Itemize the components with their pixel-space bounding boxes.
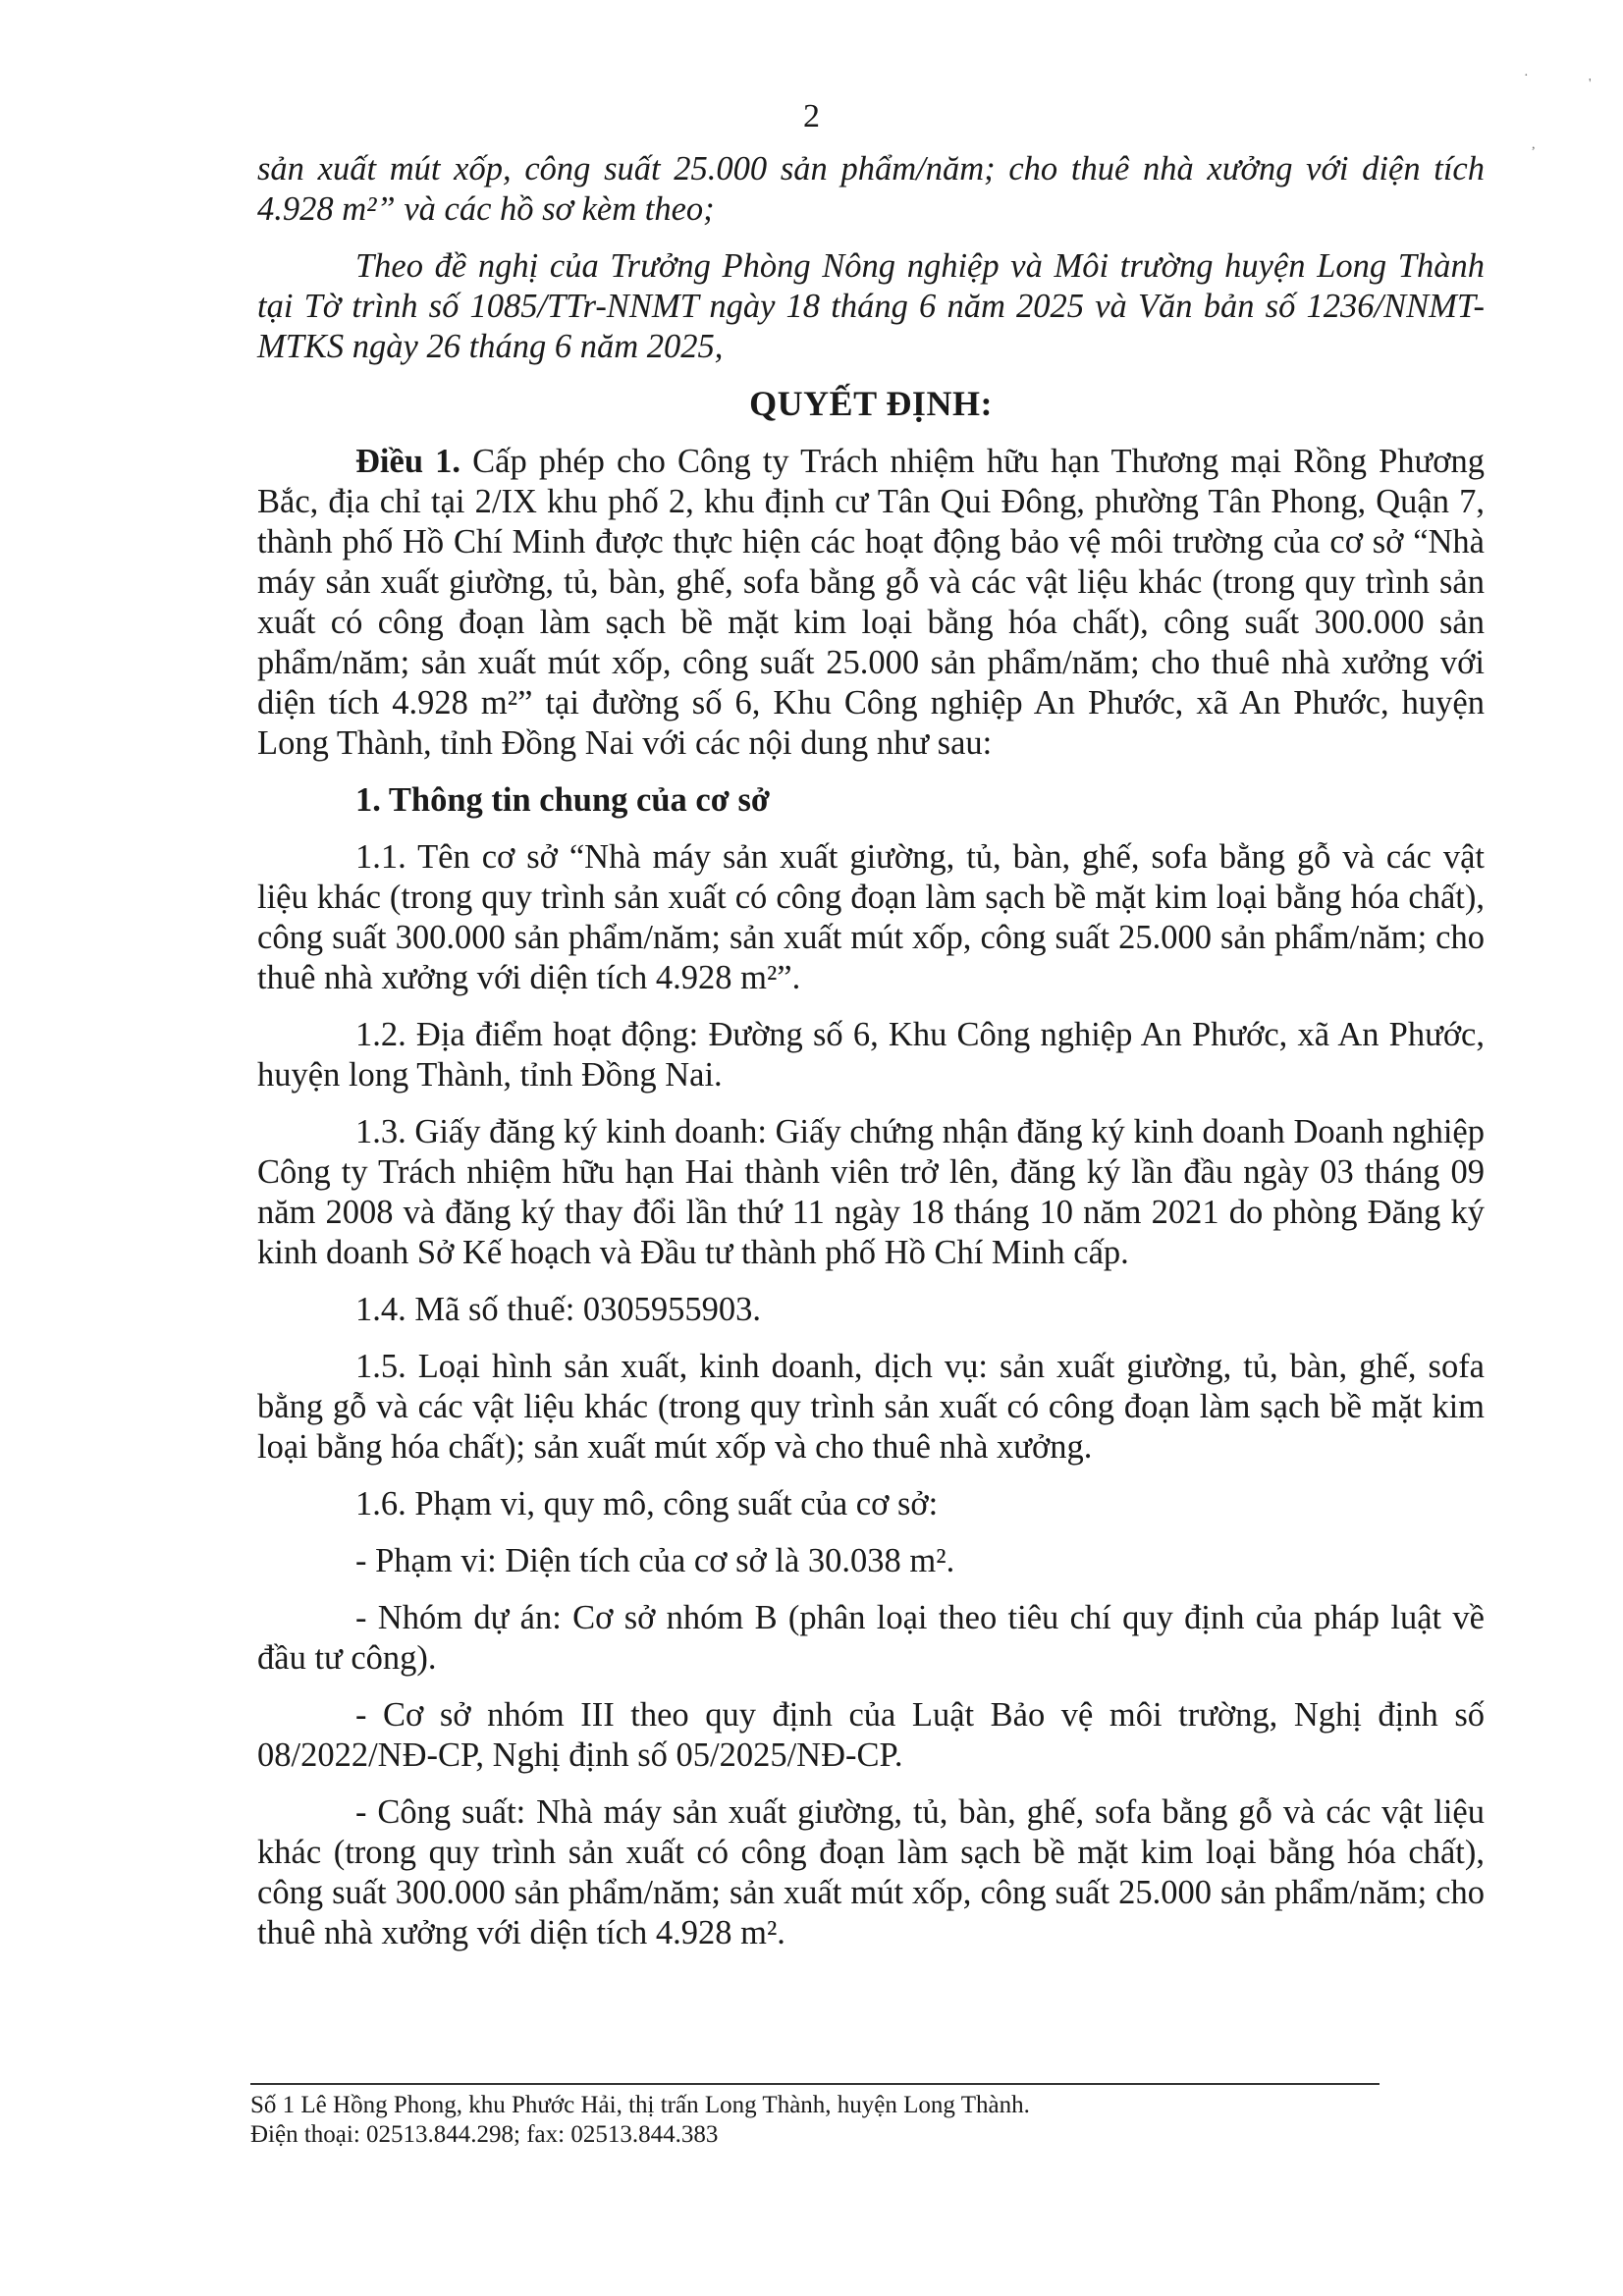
scan-speck: ': [1589, 77, 1592, 91]
page-number: 2: [803, 98, 820, 134]
document-body: [257, 149, 1485, 1970]
item-1-2: 1.2. Địa điểm hoạt động: Đường số 6, Khu Công nghiệp An Phước, xã An Phước, huyện long Thành, tỉnh Đồng Nai.: [257, 1016, 1485, 1094]
article-1: [257, 442, 1485, 764]
item-1-1: 1.1. Tên cơ sở “Nhà máy sản xuất giường, tủ, bàn, ghế, sofa bằng gỗ và các vật liệu khác (trong quy trình sản xuất có công đoạn làm sạch bề mặt kim loại bằng hóa chất), công suất 300.000 sản phẩm/năm; sản xuất mút xốp, công suất 25.000 sản phẩm/năm; cho thuê nhà xưởng với diện tích 4.928 m²”.: [257, 838, 1485, 996]
article-1-label: Điều 1.: [355, 443, 460, 480]
footer-address: Số 1 Lê Hồng Phong, khu Phước Hải, thị trấn Long Thành, huyện Long Thành.: [250, 2092, 1030, 2118]
item-scope: - Phạm vi: Diện tích của cơ sở là 30.038 m².: [355, 1542, 955, 1579]
page-footer: [250, 2083, 1380, 2150]
item-1-6: 1.6. Phạm vi, quy mô, công suất của cơ sở:: [355, 1485, 939, 1522]
scan-speck: ,: [1532, 137, 1536, 152]
section-1-title: 1. Thông tin chung của cơ sở: [355, 781, 770, 819]
item-1-3: 1.3. Giấy đăng ký kinh doanh: Giấy chứng nhận đăng ký kinh doanh Doanh nghiệp Công ty Trách nhiệm hữu hạn Hai thành viên trở lên, đăng ký lần đầu ngày 03 tháng 09 năm 2008 và đăng ký thay đổi lần thứ 11 ngày 18 tháng 10 năm 2021 do phòng Đăng ký kinh doanh Sở Kế hoạch và Đầu tư thành phố Hồ Chí Minh cấp.: [257, 1113, 1485, 1271]
item-capacity: - Công suất: Nhà máy sản xuất giường, tủ, bàn, ghế, sofa bằng gỗ và các vật liệu khác (trong quy trình sản xuất có công đoạn làm sạch bề mặt kim loại bằng hóa chất), công suất 300.000 sản phẩm/năm; sản xuất mút xốp, công suất 25.000 sản phẩm/năm; cho thuê nhà xưởng với diện tích 4.928 m².: [257, 1793, 1485, 1951]
item-group: - Nhóm dự án: Cơ sở nhóm B (phân loại theo tiêu chí quy định của pháp luật về đầu tư công).: [257, 1599, 1485, 1677]
intro-continuation: sản xuất mút xốp, công suất 25.000 sản phẩm/năm; cho thuê nhà xưởng với diện tích 4.928 m²” và các hồ sơ kèm theo;: [257, 150, 1485, 228]
item-1-5: 1.5. Loại hình sản xuất, kinh doanh, dịch vụ: sản xuất giường, tủ, bàn, ghế, sofa bằng gỗ và các vật liệu khác (trong quy trình sản xuất có công đoạn làm sạch bề mặt kim loại bằng hóa chất); sản xuất mút xốp và cho thuê nhà xưởng.: [257, 1348, 1485, 1466]
item-1-4: 1.4. Mã số thuế: 0305955903.: [355, 1291, 762, 1328]
scan-speck: ·: [1524, 69, 1529, 83]
footer-contact: Điện thoại: 02513.844.298; fax: 02513.844.383: [250, 2121, 719, 2148]
decision-heading: QUYẾT ĐỊNH:: [749, 384, 993, 423]
article-1-text: Cấp phép cho Công ty Trách nhiệm hữu hạn Thương mại Rồng Phương Bắc, địa chỉ tại 2/IX khu phố 2, khu định cư Tân Qui Đông, phường Tân Phong, Quận 7, thành phố Hồ Chí Minh được thực hiện các hoạt động bảo vệ môi trường của cơ sở “Nhà máy sản xuất giường, tủ, bàn, ghế, sofa bằng gỗ và các vật liệu khác (trong quy trình sản xuất có công đoạn làm sạch bề mặt kim loại bằng hóa chất), công suất 300.000 sản phẩm/năm; sản xuất mút xốp, công suất 25.000 sản phẩm/năm; cho thuê nhà xưởng với diện tích 4.928 m²” tại đường số 6, Khu Công nghiệp An Phước, xã An Phước, huyện Long Thành, tỉnh Đồng Nai với các nội dung như sau:: [257, 443, 1485, 762]
intro-proposal: Theo đề nghị của Trưởng Phòng Nông nghiệp và Môi trường huyện Long Thành tại Tờ trình số 1085/TTr-NNMT ngày 18 tháng 6 năm 2025 và Văn bản số 1236/NNMT-MTKS ngày 26 tháng 6 năm 2025,: [257, 247, 1485, 365]
item-group-3: - Cơ sở nhóm III theo quy định của Luật Bảo vệ môi trường, Nghị định số 08/2022/NĐ-CP, Nghị định số 05/2025/NĐ-CP.: [257, 1696, 1485, 1774]
